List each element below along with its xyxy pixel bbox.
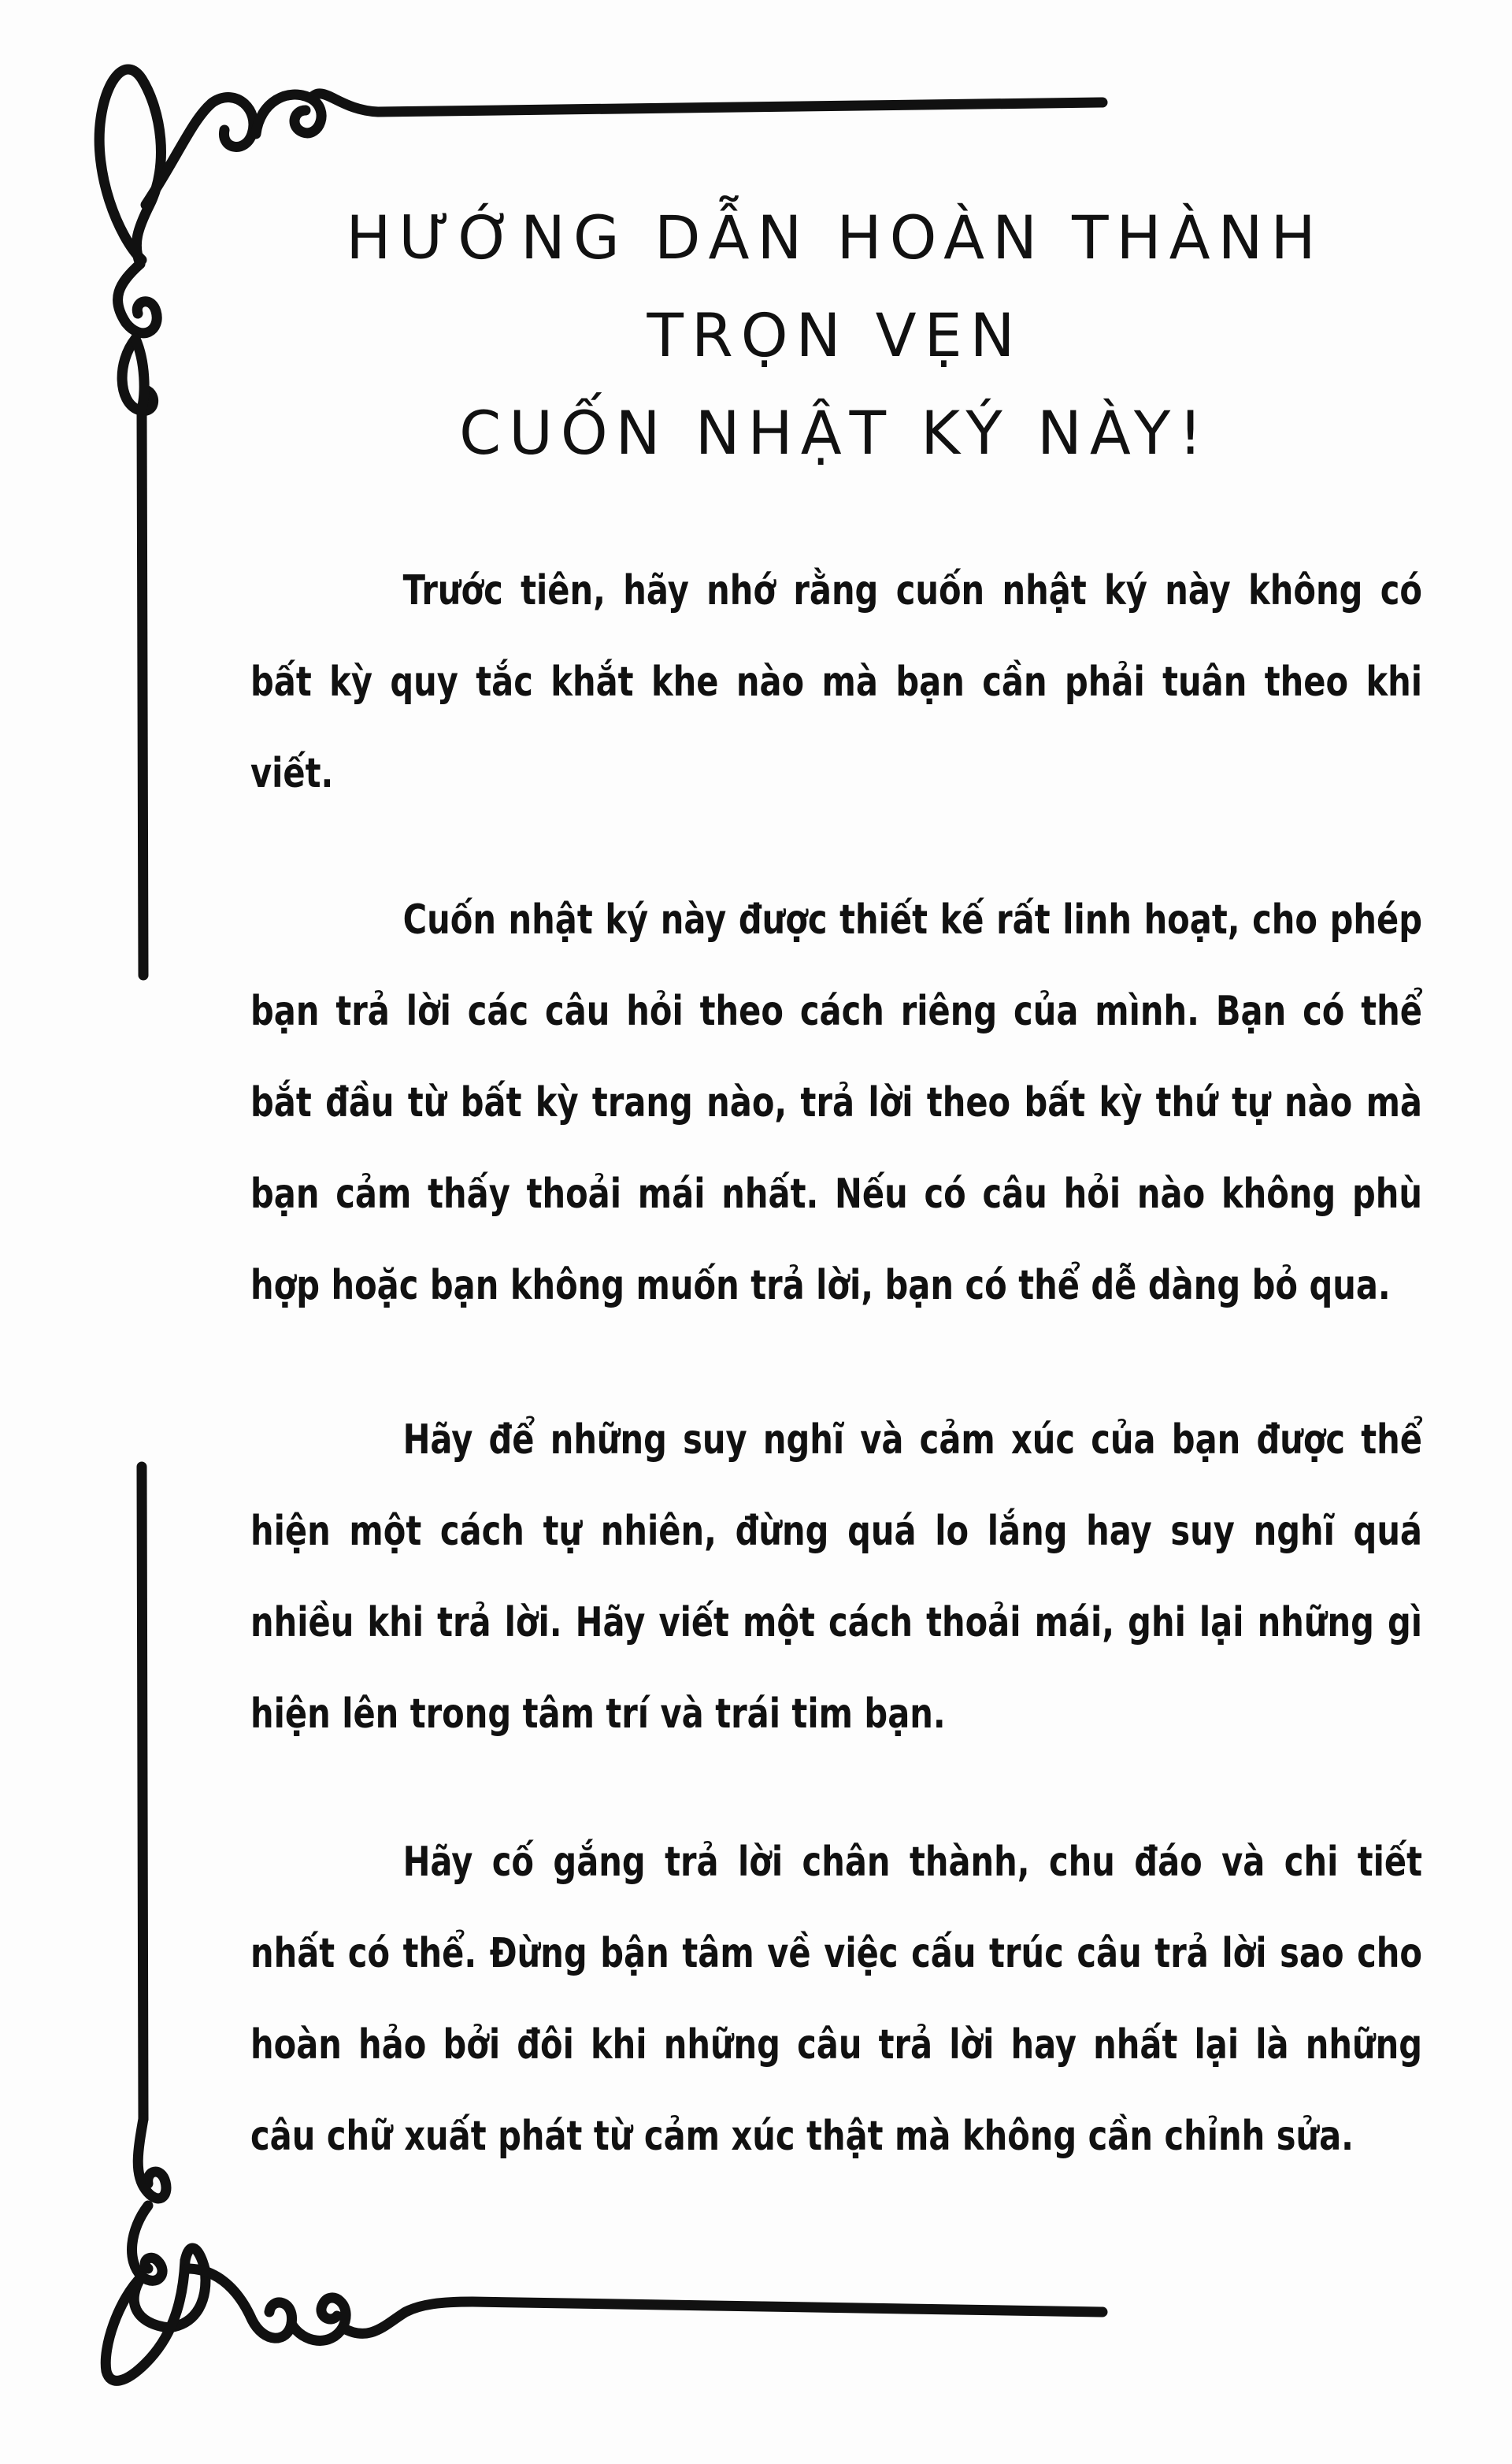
title-line-1: HƯỚNG DẪN HOÀN THÀNH TRỌN VẸN	[346, 202, 1324, 370]
paragraph-2: Cuốn nhật ký này được thiết kế rất linh hoạt, cho phép bạn trả lời các câu hỏi theo cách riêng của mình. Bạn có thể bắt đầu từ bất kỳ trang nào, trả lời theo bất kỳ thứ tự nào mà bạn cảm thấy thoải mái nhất. Nếu có câu hỏi nào không phù hợp hoặc bạn không muốn trả lời, bạn có thể dễ dàng bỏ qua.	[250, 896, 1423, 1309]
title-line-2: CUỐN NHẬT KÝ NÀY!	[459, 398, 1210, 468]
body-text	[250, 545, 1423, 2182]
paragraph-1: Trước tiên, hãy nhớ rằng cuốn nhật ký này không có bất kỳ quy tắc khắt khe nào mà bạn cần phải tuân theo khi viết.	[250, 567, 1423, 797]
paragraph-3: Hãy để những suy nghĩ và cảm xúc của bạn được thể hiện một cách tự nhiên, đừng quá lo lắng hay suy nghĩ quá nhiều khi trả lời. Hãy viết một cách thoải mái, ghi lại những gì hiện lên trong tâm trí và trái tim bạn.	[250, 1416, 1423, 1738]
page-title	[236, 189, 1433, 482]
paragraph-4: Hãy cố gắng trả lời chân thành, chu đáo và chi tiết nhất có thể. Đừng bận tâm về việc cấu trúc câu trả lời sao cho hoàn hảo bởi đôi khi những câu trả lời hay nhất lại là những câu chữ xuất phát từ cảm xúc thật mà không cần chỉnh sửa.	[250, 1839, 1423, 2160]
vertical-rule-left-icon	[142, 1467, 143, 2119]
